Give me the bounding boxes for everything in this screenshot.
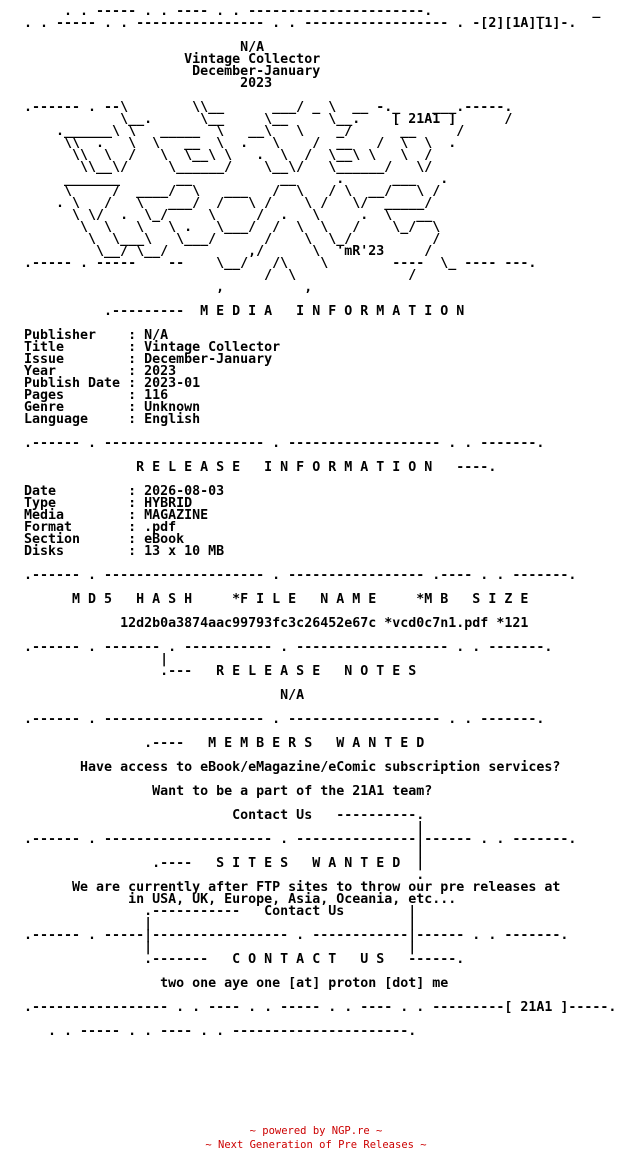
footer-tagline: ~ Next Generation of Pre Releases ~ (205, 1139, 427, 1151)
nfo-text: . . ----- . . ---- . . ----------------------. _ _ . . ----- . . ---------------- . . ------------------ . -[2][1A][1]-. N/A Vintage Collector December-January 2023 .------ . --\ \\__ ___/ _ \ __ -._ ___.-----. \__. \__ \__ \__. [ 21A1 ] / .______\ \ _____ \ __\ \ _/ __ / \\ . \ \ __ \ . \ / __ / \ \ . \\ \ / \ \__\ \ . \ / \__\ \ \ / \\__\/ \______/ \__\/ \______/ \/ _______ __ __ . ___ . \ / ____/ \ ___ / \ / \ __/ \ / . \ / \ ___/ / \ / \ / \/ _____/ \ \/ . \_/ \ / . \ . \ __ \ \ \ \ . \___/ / \ \ / \_/ \ \ \___\ \___/ / \ \_/ / \__/ \__/ ,/ \ 'mR'23 / .----- . ----- -- \__/ /\ \ ---- \_ ---- ---. / \ / , , .--------- M E D I A I N F O R M A T I O N Publisher : N/A Title : Vintage Collector Issue : December-January Year : 2023 Publish Date : 2023-01 Pages : 116 Genre : Unknown Language : English .------ . -------------------- . ------------------- . . -------. R E L E A S E I N F O R M A T I O N ----. Date : 2026-08-03 Type : HYBRID Media : MAGAZINE Format : .pdf Section : eBook Disks : 13 x 10 MB .------ . -------------------- . ----------------- .---- . . -------. M D 5 H A S H *F I L E N A M E *M B S I Z E 12d2b0a3874aac99793fc3c26452e67c *vcd0c7n1.pdf *121 .------ . ------- . ----------- . ------------------- . . -------. | .--- R E L E A S E N O T E S N/A .------ . -------------------- . ------------------- . . -------. .---- M E M B E R S W A N T E D Have access to eBook/eMagazine/eComic subscription services? Want to be a part of the 21A1 team? Contact Us ----------. | .------ . --------------------- . ---------------|------ . . -------. | .---- S I T E S W A N T E D | . We are currently after FTP sites to throw our pre releases at in USA, UK, Europe, Asia, Oceania, etc... .----------- Contact Us | | | .------ . -----|----------------- . ------------|------ . . -------. | | .------- C O N T A C T U S ------. two one aye one [at] proton [dot] me .----------------- . . ---- . . ----- . . ---- . . ---------[ 21A1 ]-----. . . ----- . . ---- . . ----------------------. (24, 4, 617, 1039)
footer-powered-by: ~ powered by NGP.re ~ (249, 1125, 383, 1137)
